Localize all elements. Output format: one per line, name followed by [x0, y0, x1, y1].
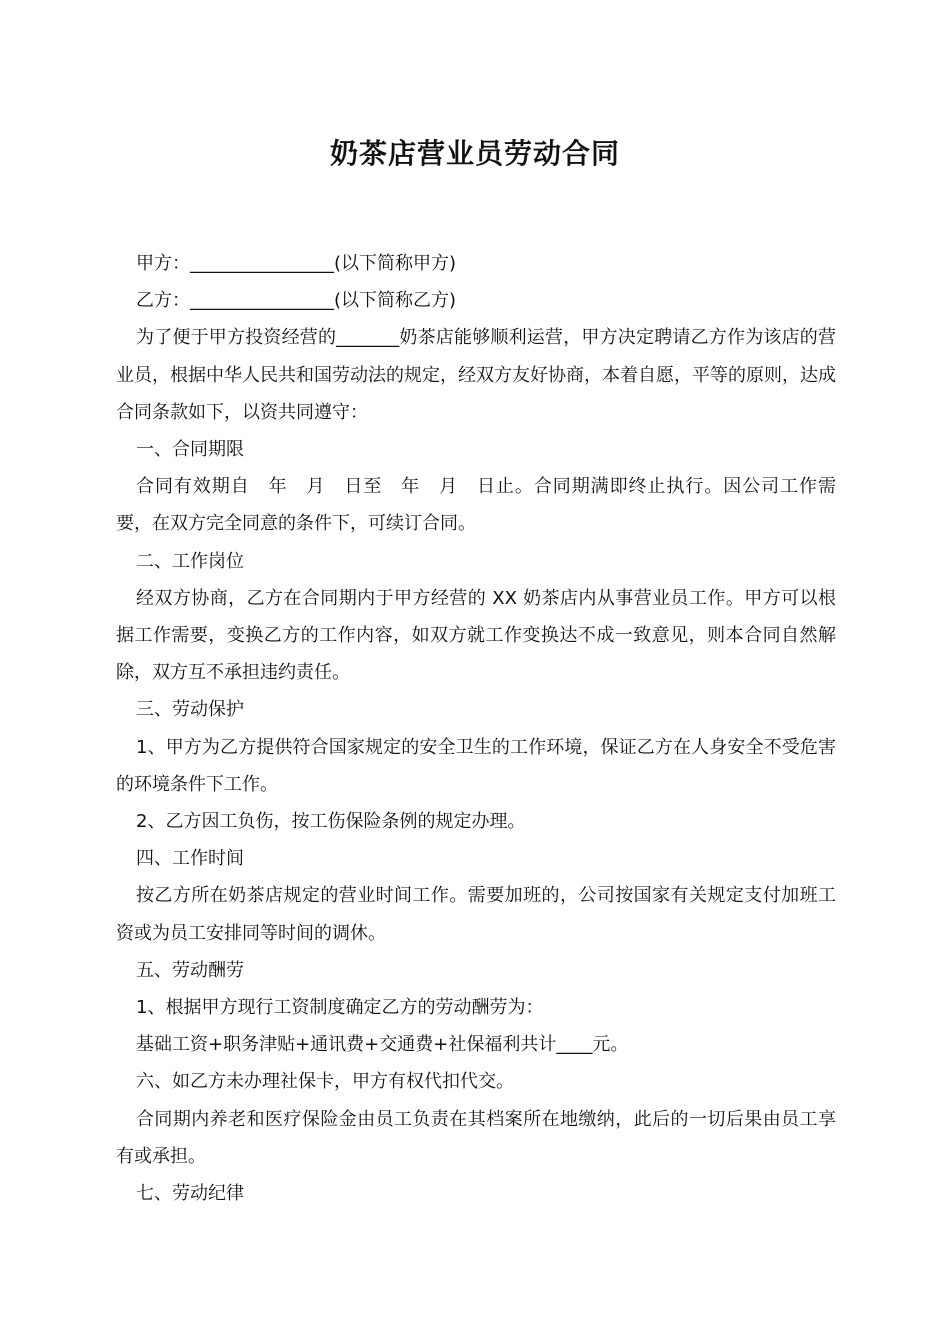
section-heading-protection: 三、劳动保护	[136, 699, 244, 721]
section-heading-discipline: 七、劳动纪律	[136, 1183, 244, 1205]
term-paragraph: 合同有效期自 年 月 日至 年 月 日止。合同期满即终止执行。因公司工作需要，在双方完全同意的条件下，可续订合同。	[116, 476, 836, 535]
section-heading-pay: 五、劳动酬劳	[136, 959, 244, 981]
insurance-paragraph: 合同期内养老和医疗保险金由员工负责在其档案所在地缴纳，此后的一切后果由员工享有或承担。	[116, 1108, 836, 1167]
section-heading-hours: 四、工作时间	[136, 848, 244, 870]
party-a-line: 甲方：________________(以下简称甲方)	[136, 253, 457, 274]
page-title: 奶茶店营业员劳动合同	[329, 137, 620, 170]
protection-item-1: 1、甲方为乙方提供符合国家规定的安全卫生的工作环境，保证乙方在人身安全不受危害的环境条件下工作。	[116, 736, 836, 795]
contract-body	[116, 245, 836, 1212]
position-paragraph: 经双方协商，乙方在合同期内于甲方经营的 XX 奶茶店内从事营业员工作。甲方可以根据工作需要，变换乙方的工作内容，如双方就工作变换达不成一致意见，则本合同自然解除，双方互不承担违约责任。	[116, 587, 836, 684]
preamble-paragraph: 为了便于甲方投资经营的_______奶茶店能够顺利运营，甲方决定聘请乙方作为该店的营业员，根据中华人民共和国劳动法的规定，经双方友好协商，本着自愿，平等的原则，达成合同条款如下，以资共同遵守：	[116, 327, 836, 423]
hours-paragraph: 按乙方所在奶茶店规定的营业时间工作。需要加班的，公司按国家有关规定支付加班工资或为员工安排同等时间的调休。	[116, 885, 836, 944]
pay-item-1: 1、根据甲方现行工资制度确定乙方的劳动酬劳为：	[136, 997, 544, 1019]
party-b-line: 乙方：________________(以下简称乙方)	[136, 290, 457, 312]
section-heading-term: 一、合同期限	[136, 439, 244, 461]
pay-formula: 基础工资+职务津贴+通讯费+交通费+社保福利共计____元。	[136, 1034, 629, 1056]
section-heading-social-security: 六、如乙方未办理社保卡，甲方有权代扣代交。	[136, 1071, 514, 1093]
protection-item-2: 2、乙方因工负伤，按工伤保险条例的规定办理。	[136, 811, 526, 833]
section-heading-position: 二、工作岗位	[136, 550, 244, 572]
